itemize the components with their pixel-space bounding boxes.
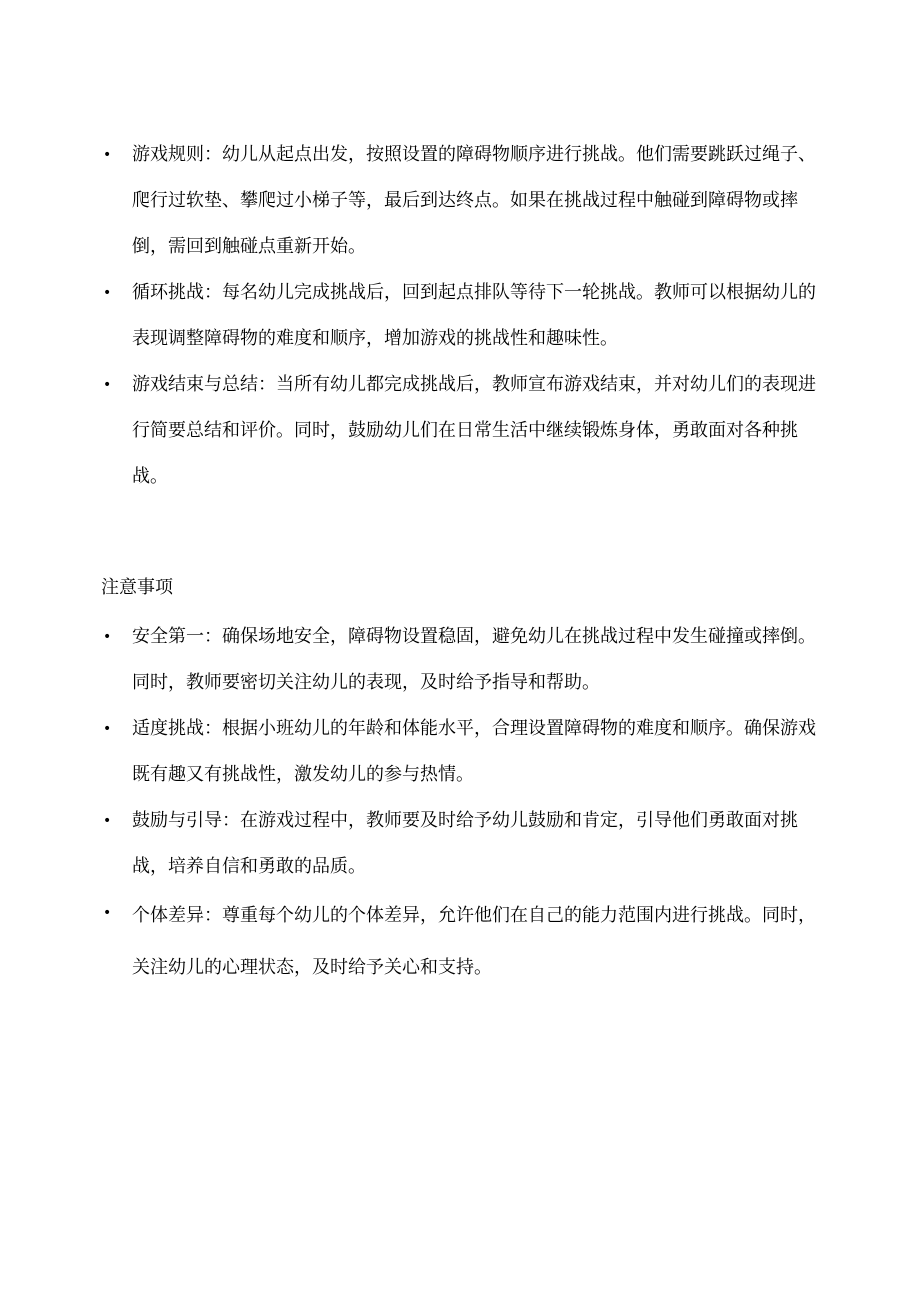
list-item-text: 鼓励与引导：在游戏过程中，教师要及时给予幼儿鼓励和肯定，引导他们勇敢面对挑战，培养自信和勇敢的品质。 bbox=[132, 810, 798, 877]
list-item-text: 个体差异：尊重每个幼儿的个体差异，允许他们在自己的能力范围内进行挑战。同时，关注幼儿的心理状态，及时给予关心和支持。 bbox=[132, 905, 816, 978]
bullet-icon: • bbox=[103, 377, 112, 393]
list-item-text: 游戏结束与总结：当所有幼儿都完成挑战后，教师宣布游戏结束，并对幼儿们的表现进行简要总结和评价。同时，鼓励幼儿们在日常生活中继续锻炼身体，勇敢面对各种挑战。 bbox=[132, 374, 816, 487]
list-item-safety-first bbox=[0, 614, 920, 706]
bullet-icon: • bbox=[103, 147, 112, 163]
section-heading-notes: 注意事项 bbox=[101, 577, 173, 598]
list-item-cycle-challenge bbox=[0, 270, 920, 362]
list-item-encourage-guide bbox=[0, 798, 920, 890]
bullet-icon: • bbox=[103, 285, 112, 301]
bullet-icon: • bbox=[103, 721, 112, 737]
list-item-game-rules bbox=[0, 132, 920, 270]
list-item-individual-differences bbox=[0, 890, 920, 994]
notes-list bbox=[0, 614, 920, 994]
bullet-icon: • bbox=[103, 813, 112, 829]
bullet-icon: • bbox=[103, 905, 112, 921]
game-procedure-list bbox=[0, 132, 920, 500]
list-item-text: 适度挑战：根据小班幼儿的年龄和体能水平，合理设置障碍物的难度和顺序。确保游戏既有趣又有挑战性，激发幼儿的参与热情。 bbox=[132, 718, 816, 785]
list-item-moderate-challenge bbox=[0, 706, 920, 798]
bullet-icon: • bbox=[103, 629, 112, 645]
list-item-text: 安全第一：确保场地安全，障碍物设置稳固，避免幼儿在挑战过程中发生碰撞或摔倒。同时，教师要密切关注幼儿的表现，及时给予指导和帮助。 bbox=[132, 626, 816, 693]
list-item-game-end-summary bbox=[0, 362, 920, 500]
list-item-text: 循环挑战：每名幼儿完成挑战后，回到起点排队等待下一轮挑战。教师可以根据幼儿的表现调整障碍物的难度和顺序，增加游戏的挑战性和趣味性。 bbox=[132, 282, 816, 349]
list-item-text: 游戏规则：幼儿从起点出发，按照设置的障碍物顺序进行挑战。他们需要跳跃过绳子、爬行过软垫、攀爬过小梯子等，最后到达终点。如果在挑战过程中触碰到障碍物或摔倒，需回到触碰点重新开始。 bbox=[132, 144, 816, 257]
